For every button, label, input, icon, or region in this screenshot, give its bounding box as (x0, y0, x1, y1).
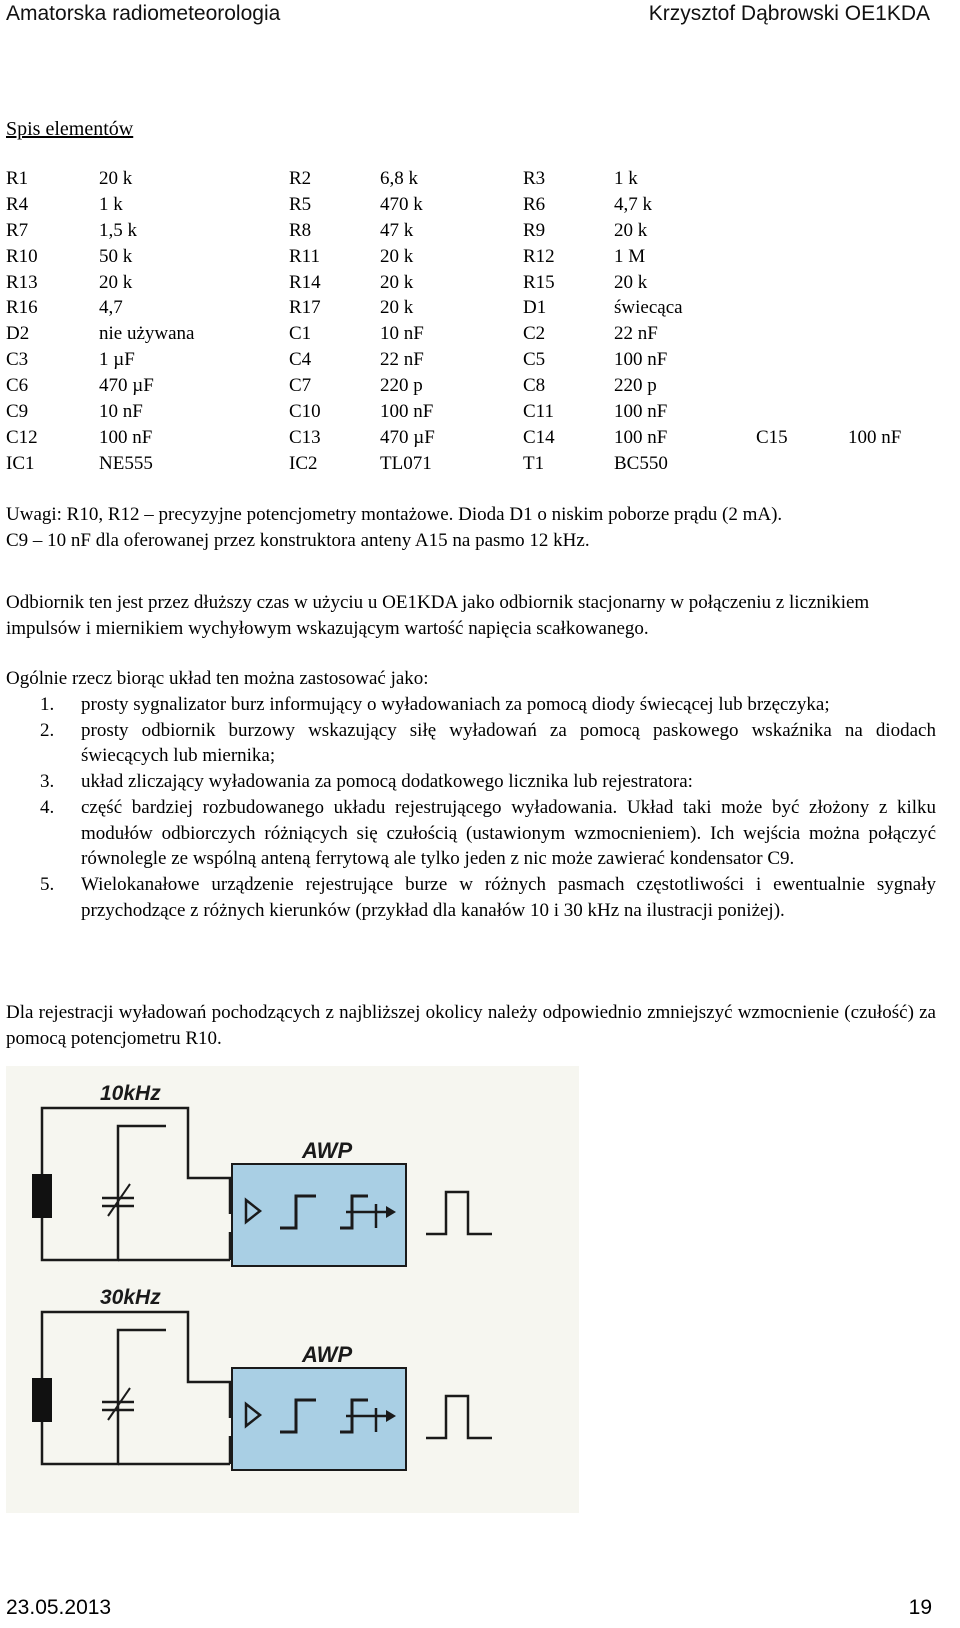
part-value: 20 k (99, 168, 133, 189)
page-footer (6, 1596, 932, 1624)
part-value: 20 k (99, 271, 133, 293)
section-title: Spis elementów (6, 118, 134, 140)
parts-row (6, 220, 946, 246)
list-item (6, 795, 936, 872)
awp-block (232, 1164, 406, 1266)
part-designator: R7 (6, 219, 29, 241)
parts-row (6, 194, 946, 220)
block-diagram (6, 1066, 579, 1513)
part-designator: C7 (289, 375, 312, 397)
list-item-text: Wielokanałowe urządzenie rejestrujące burze w różnych pasmach częstotliwości i ewentualnie sygnały przychodzące z różnych kierunków (przykład dla kanałów 10 i 30 kHz na ilustracji poniżej). (81, 873, 936, 921)
part-designator: R9 (523, 219, 546, 241)
part-designator: R8 (289, 219, 312, 241)
list-item (6, 769, 936, 795)
applications-list (6, 692, 936, 923)
parts-row (6, 272, 946, 298)
part-value: 100 nF (614, 401, 668, 423)
parts-row (6, 168, 946, 194)
lead-top (42, 1312, 166, 1378)
part-designator: R11 (289, 245, 320, 267)
parts-row (6, 401, 946, 427)
paragraph-usage: Odbiornik ten jest przez dłuższy czas w użyciu u OE1KDA jako odbiornik stacjonarny w połączeniu z licznikiem impulsów i miernikiem wychyłowym wskazującym wartość napięcia scałkowanego. (6, 592, 870, 639)
part-designator: C6 (6, 375, 29, 397)
ferrite-antenna-icon (32, 1378, 52, 1422)
list-item (6, 718, 936, 769)
part-value: 470 k (380, 193, 423, 215)
list-item-text: część bardziej rozbudowanego układu rejestrującego wyładowania. Układ taki może być złożony z kilku modułów odbiorczych różniących się czułością (ustawionym wzmocnieniem). Ich wejścia można połączyć równolegle ze wspólną anteną ferrytową ale tylko jeden z nic może zawierać kondensator C9. (81, 796, 936, 870)
part-designator: C12 (6, 426, 38, 448)
part-designator: C3 (6, 349, 29, 371)
list-item-number: 3. (40, 771, 55, 793)
part-value: 22 nF (614, 323, 658, 345)
part-designator: D2 (6, 323, 30, 345)
part-designator: R12 (523, 245, 555, 267)
part-designator: R10 (6, 245, 38, 267)
ferrite-antenna-icon (32, 1174, 52, 1218)
note-line-1: Uwagi: R10, R12 – precyzyjne potencjometry montażowe. Dioda D1 o niskim poborze prądu (2 mA). (6, 504, 783, 525)
part-value: 1 M (614, 245, 646, 267)
part-designator: T1 (523, 452, 545, 474)
awp-block (232, 1368, 406, 1470)
part-value: 50 k (99, 245, 133, 267)
part-value: 6,8 k (380, 168, 418, 189)
part-designator: R5 (289, 193, 312, 215)
parts-row (6, 297, 946, 323)
part-designator: C11 (523, 401, 554, 423)
list-item-text: układ zliczający wyładowania za pomocą dodatkowego licznika lub rejestratora: (81, 771, 693, 793)
part-value: 100 nF (99, 426, 153, 448)
part-value: 470 µF (99, 375, 154, 397)
lead-bottom (42, 1218, 118, 1260)
figure-two-channel-receiver (6, 1066, 579, 1513)
part-designator: C14 (523, 426, 555, 448)
part-designator: R13 (6, 271, 38, 293)
part-designator: R15 (523, 271, 555, 293)
part-designator: D1 (523, 297, 547, 319)
part-value: 100 nF (848, 426, 902, 448)
list-item-number: 1. (40, 694, 55, 715)
part-value: 20 k (614, 219, 648, 241)
paragraph-applications-intro: Ogólnie rzecz biorąc układ ten można zastosować jako: (6, 668, 429, 689)
footer-date: 23.05.2013 (6, 1596, 112, 1619)
lead-bottom (42, 1422, 118, 1464)
part-designator: C15 (756, 426, 788, 448)
part-designator: C13 (289, 426, 321, 448)
paragraph-sensitivity: Dla rejestracji wyładowań pochodzących z najbliższej okolicy należy odpowiednio zmniejszyć wzmocnienie (czułość) za pomocą potencjometru R10. (6, 1002, 936, 1049)
part-designator: R17 (289, 297, 321, 319)
part-value: 20 k (380, 297, 414, 319)
parts-row (6, 453, 946, 479)
header-author: Krzysztof Dąbrowski OE1KDA (648, 2, 930, 25)
parts-row (6, 427, 946, 453)
block-label: AWP (302, 1342, 353, 1367)
page-header (0, 0, 960, 30)
part-value: 220 p (380, 375, 423, 397)
part-value: 47 k (380, 219, 414, 241)
part-designator: R2 (289, 168, 312, 189)
part-value: 100 nF (380, 401, 434, 423)
part-designator: IC1 (6, 452, 35, 474)
part-value: 1,5 k (99, 219, 137, 241)
part-value: 4,7 k (614, 193, 652, 215)
parts-list (6, 168, 946, 479)
part-value: BC550 (614, 452, 668, 474)
antenna-wire-top (166, 1108, 230, 1214)
part-designator: R6 (523, 193, 546, 215)
part-designator: C4 (289, 349, 312, 371)
output-pulse-icon (426, 1192, 492, 1234)
part-designator: R4 (6, 193, 29, 215)
channel-10khz (32, 1082, 492, 1266)
list-item-text: prosty odbiornik burzowy wskazujący siłę wyładowań za pomocą paskowego wskaźnika na diodach świecących lub miernika; (81, 719, 936, 767)
part-value: TL071 (380, 452, 432, 474)
list-item (6, 872, 936, 923)
part-value: 1 k (99, 193, 123, 215)
list-item-text: prosty sygnalizator burz informujący o wyładowaniach za pomocą diody świecącej lub brzęczyka; (81, 694, 830, 715)
part-designator: C1 (289, 323, 312, 345)
list-item-number: 4. (40, 796, 55, 818)
part-value: świecąca (614, 297, 683, 319)
part-value: 22 nF (380, 349, 424, 371)
page-number: 19 (908, 1596, 932, 1619)
list-item (6, 692, 936, 718)
part-designator: R1 (6, 168, 29, 189)
notes (6, 502, 936, 553)
parts-row (6, 323, 946, 349)
antenna-wire-top (166, 1312, 230, 1418)
list-item-number: 2. (40, 719, 55, 741)
parts-row (6, 246, 946, 272)
part-value: 20 k (380, 245, 414, 267)
list-item-number: 5. (40, 873, 55, 895)
output-pulse-icon (426, 1396, 492, 1438)
parts-row (6, 349, 946, 375)
part-designator: R3 (523, 168, 546, 189)
part-value: 10 nF (380, 323, 424, 345)
part-designator: C8 (523, 375, 546, 397)
part-designator: C10 (289, 401, 321, 423)
channel-freq-label: 10kHz (100, 1082, 161, 1105)
part-value: 1 µF (99, 349, 135, 371)
part-designator: R14 (289, 271, 321, 293)
lead-top (42, 1108, 166, 1174)
part-designator: C5 (523, 349, 546, 371)
part-value: 100 nF (614, 426, 668, 448)
part-designator: C2 (523, 323, 546, 345)
parts-row (6, 375, 946, 401)
part-value: 470 µF (380, 426, 435, 448)
note-line-2: C9 – 10 nF dla oferowanej przez konstruktora anteny A15 na pasmo 12 kHz. (6, 529, 590, 551)
part-value: 20 k (380, 271, 414, 293)
part-value: 4,7 (99, 297, 123, 319)
part-value: 20 k (614, 271, 648, 293)
part-value: nie używana (99, 323, 195, 345)
part-designator: C9 (6, 401, 29, 423)
channel-freq-label: 30kHz (100, 1286, 161, 1309)
part-value: 100 nF (614, 349, 668, 371)
channel-30khz (32, 1286, 492, 1470)
part-value: 10 nF (99, 401, 143, 423)
part-value: 1 k (614, 168, 638, 189)
block-label: AWP (302, 1138, 353, 1163)
part-value: NE555 (99, 452, 153, 474)
header-title: Amatorska radiometeorologia (6, 2, 281, 25)
part-designator: R16 (6, 297, 38, 319)
part-designator: IC2 (289, 452, 318, 474)
part-value: 220 p (614, 375, 657, 397)
